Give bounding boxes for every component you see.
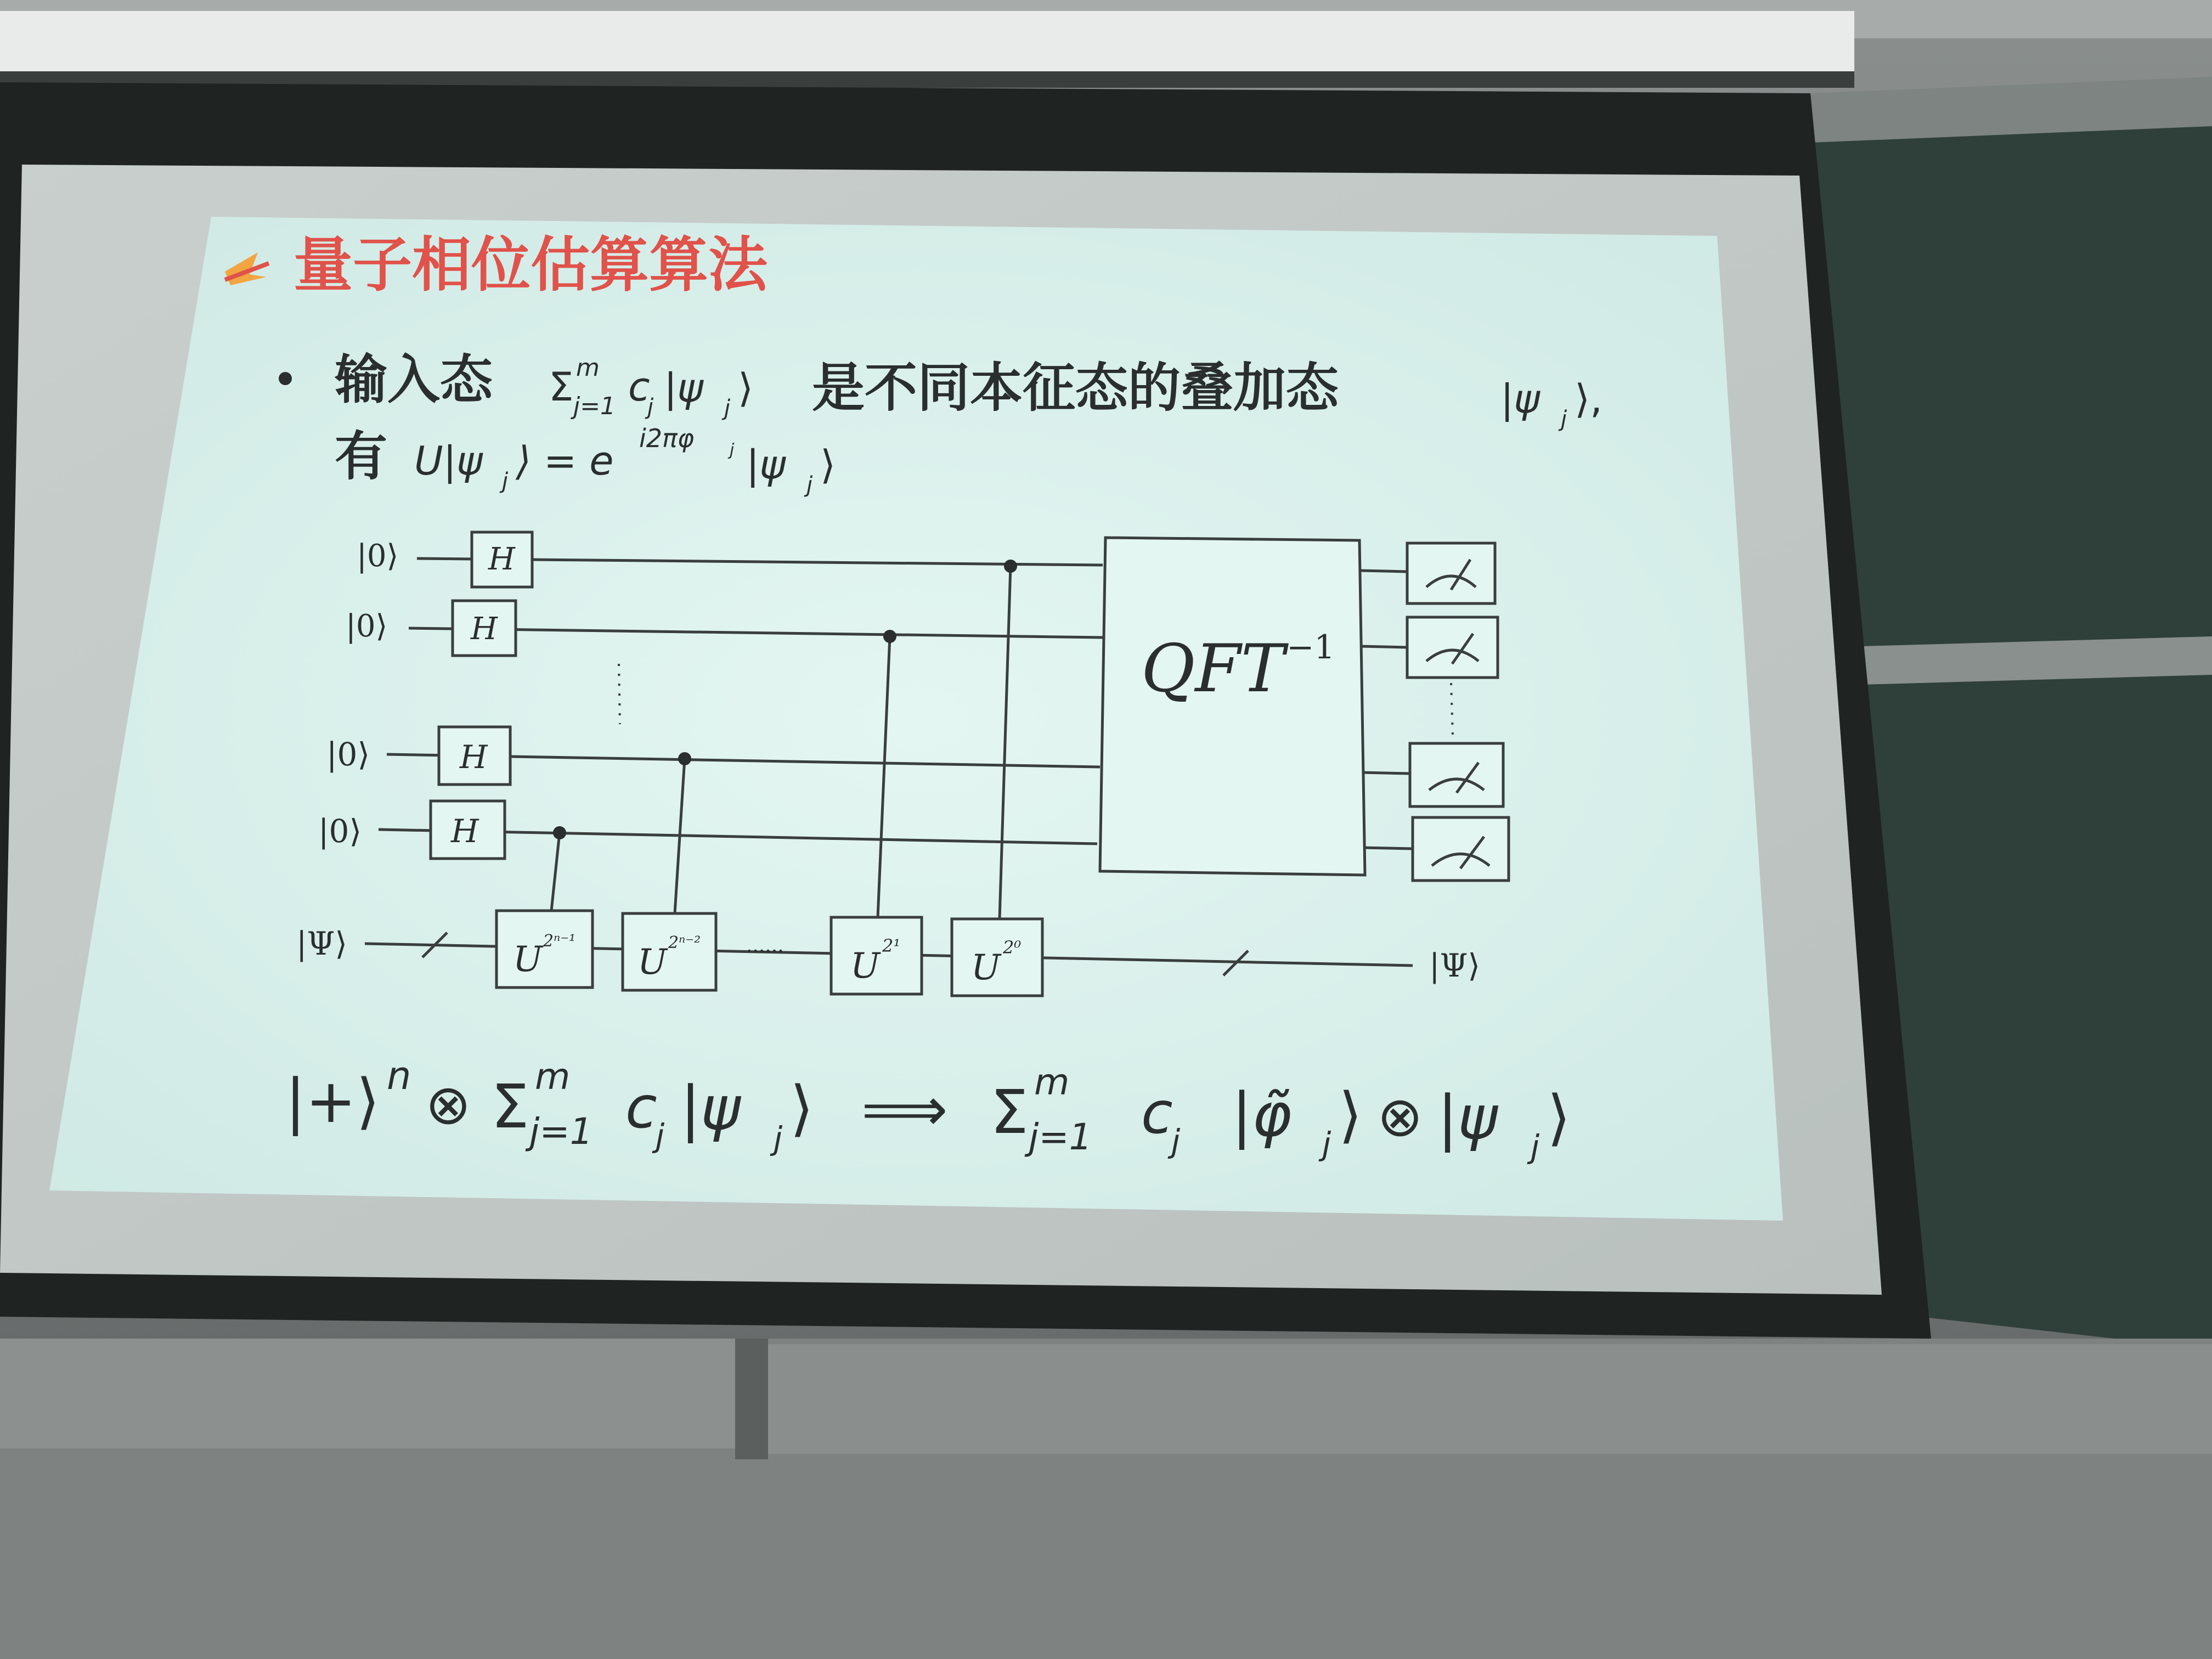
eq-plus-state: |+⟩: [285, 1066, 380, 1136]
eq-plus-exp: n: [387, 1053, 411, 1098]
control-dot-3: [883, 630, 896, 643]
bullet-line1-sum: Σ: [549, 364, 574, 410]
wire-out-2: [1361, 646, 1407, 647]
psi-in-label: |Ψ⟩: [296, 925, 348, 962]
bullet-line1-sum-sup: m: [576, 354, 600, 382]
u-gate-2-exp: 2ⁿ⁻²: [668, 933, 701, 952]
meter-1: [1407, 543, 1495, 603]
eq-psi-2-close: ⟩: [1547, 1082, 1571, 1153]
eq-sum-2: Σ: [990, 1077, 1029, 1147]
h-gate-4-label: H: [451, 812, 479, 850]
eq-c-1-sub: j: [656, 1117, 665, 1154]
eq-psi-2: |ψ: [1437, 1082, 1498, 1153]
ket0-label-3: |0⟩: [326, 736, 370, 773]
ket0-label-4: |0⟩: [318, 812, 362, 850]
u-gate-4-exp: 2⁰: [1003, 937, 1022, 958]
u-gate-2-label: U: [637, 942, 667, 983]
u-gate-1-label: U: [513, 939, 543, 980]
eq-phi-tilde: |φ̃: [1232, 1080, 1292, 1150]
bullet-line2-exp: i2πφ: [639, 424, 695, 453]
u-gate-1-exp: 2ⁿ⁻¹: [543, 932, 576, 951]
lower-panel-right: [768, 1344, 2212, 1454]
eq-psi-2-sub: j: [1531, 1128, 1540, 1165]
bullet-line1-sum-sub: j=1: [573, 392, 616, 420]
eq-sum-1: Σ: [491, 1071, 529, 1142]
control-dot-1: [553, 826, 566, 839]
bullet-line2-ket2: |ψ: [746, 442, 786, 488]
ket0-label-2: |0⟩: [346, 608, 388, 644]
psi-out-label: |Ψ⟩: [1429, 947, 1481, 984]
eq-psi-1-sub: j: [774, 1120, 783, 1157]
wire-out-3: [1361, 772, 1410, 774]
bullet-line1-ket2-sub: j: [1561, 407, 1567, 432]
eq-psi-1: |ψ: [680, 1073, 741, 1143]
eq-sum-2-sub: j=1: [1029, 1116, 1092, 1158]
bullet-line2-ket2-close: ⟩: [820, 442, 836, 488]
meter-2: [1407, 617, 1498, 678]
bullet-line1-ket-close: ⟩: [738, 365, 754, 411]
eq-otimes-2: ⊗: [1377, 1085, 1423, 1149]
eq-c-1: c: [625, 1074, 657, 1141]
eq-c-2-sub: j: [1171, 1122, 1181, 1160]
eq-c-2: c: [1141, 1080, 1173, 1147]
bullet-line2-ket: U|ψ: [414, 438, 483, 484]
eq-phi-sub: j: [1322, 1125, 1331, 1163]
eq-sum-2-sup: m: [1034, 1061, 1070, 1103]
bullet-line1-coef-sub: j: [647, 394, 654, 420]
bullet-line2-eq: ⟩ = e: [516, 438, 614, 484]
h-gate-3-label: H: [460, 738, 488, 776]
eq-psi-1-close: ⟩: [790, 1073, 814, 1143]
h-gate-2-label: H: [471, 611, 498, 647]
u-gates-ellipsis: ......: [746, 934, 784, 957]
bullet-line2-exp-sub: j: [730, 441, 735, 460]
control-dot-2: [678, 752, 691, 765]
eq-implies-arrow: ⟹: [861, 1074, 948, 1144]
eq-sum-1-sup: m: [535, 1056, 571, 1098]
h-gate-1-label: H: [488, 541, 515, 577]
bullet-dot: [279, 372, 292, 385]
u-gate-3-label: U: [850, 946, 880, 986]
eq-otimes-1: ⊗: [425, 1073, 471, 1137]
ket0-label-1: |0⟩: [357, 538, 399, 574]
bullet-line1-ket2: |ψ: [1500, 376, 1540, 422]
wire-out-1: [1361, 571, 1407, 572]
bullet-line2-ket-sub: j: [502, 469, 509, 494]
panel-divider: [735, 1339, 768, 1459]
bullet-line2-ket2-sub: j: [806, 472, 813, 498]
bullet-line1-text-a: 输入态: [335, 349, 493, 410]
bullet-line1-ket2-close: ⟩,: [1575, 376, 1602, 422]
meter-3: [1410, 743, 1503, 806]
eq-phi-close: ⟩: [1339, 1080, 1362, 1150]
bullet-line1-ket-sub: j: [724, 396, 731, 421]
control-dot-4: [1004, 560, 1017, 573]
qft-sup: −1: [1286, 628, 1335, 667]
bullet-line1-ket: |ψ: [664, 365, 703, 411]
qft-label: QFT: [1141, 631, 1285, 707]
lower-panel-left: [0, 1339, 735, 1448]
u-gate-3-exp: 2¹: [882, 935, 901, 956]
bullet-line2-text-a: 有: [335, 426, 387, 487]
bullet-line1-coef: c: [628, 364, 650, 410]
slide-title: 量子相位估算算法: [294, 231, 768, 300]
bullet-line1-text-c: 是不同本征态的叠加态: [812, 357, 1339, 419]
wire-out-4: [1361, 848, 1413, 849]
eq-sum-1-sub: j=1: [529, 1110, 593, 1153]
u-gate-4-label: U: [971, 947, 1001, 988]
meter-4: [1413, 817, 1509, 881]
